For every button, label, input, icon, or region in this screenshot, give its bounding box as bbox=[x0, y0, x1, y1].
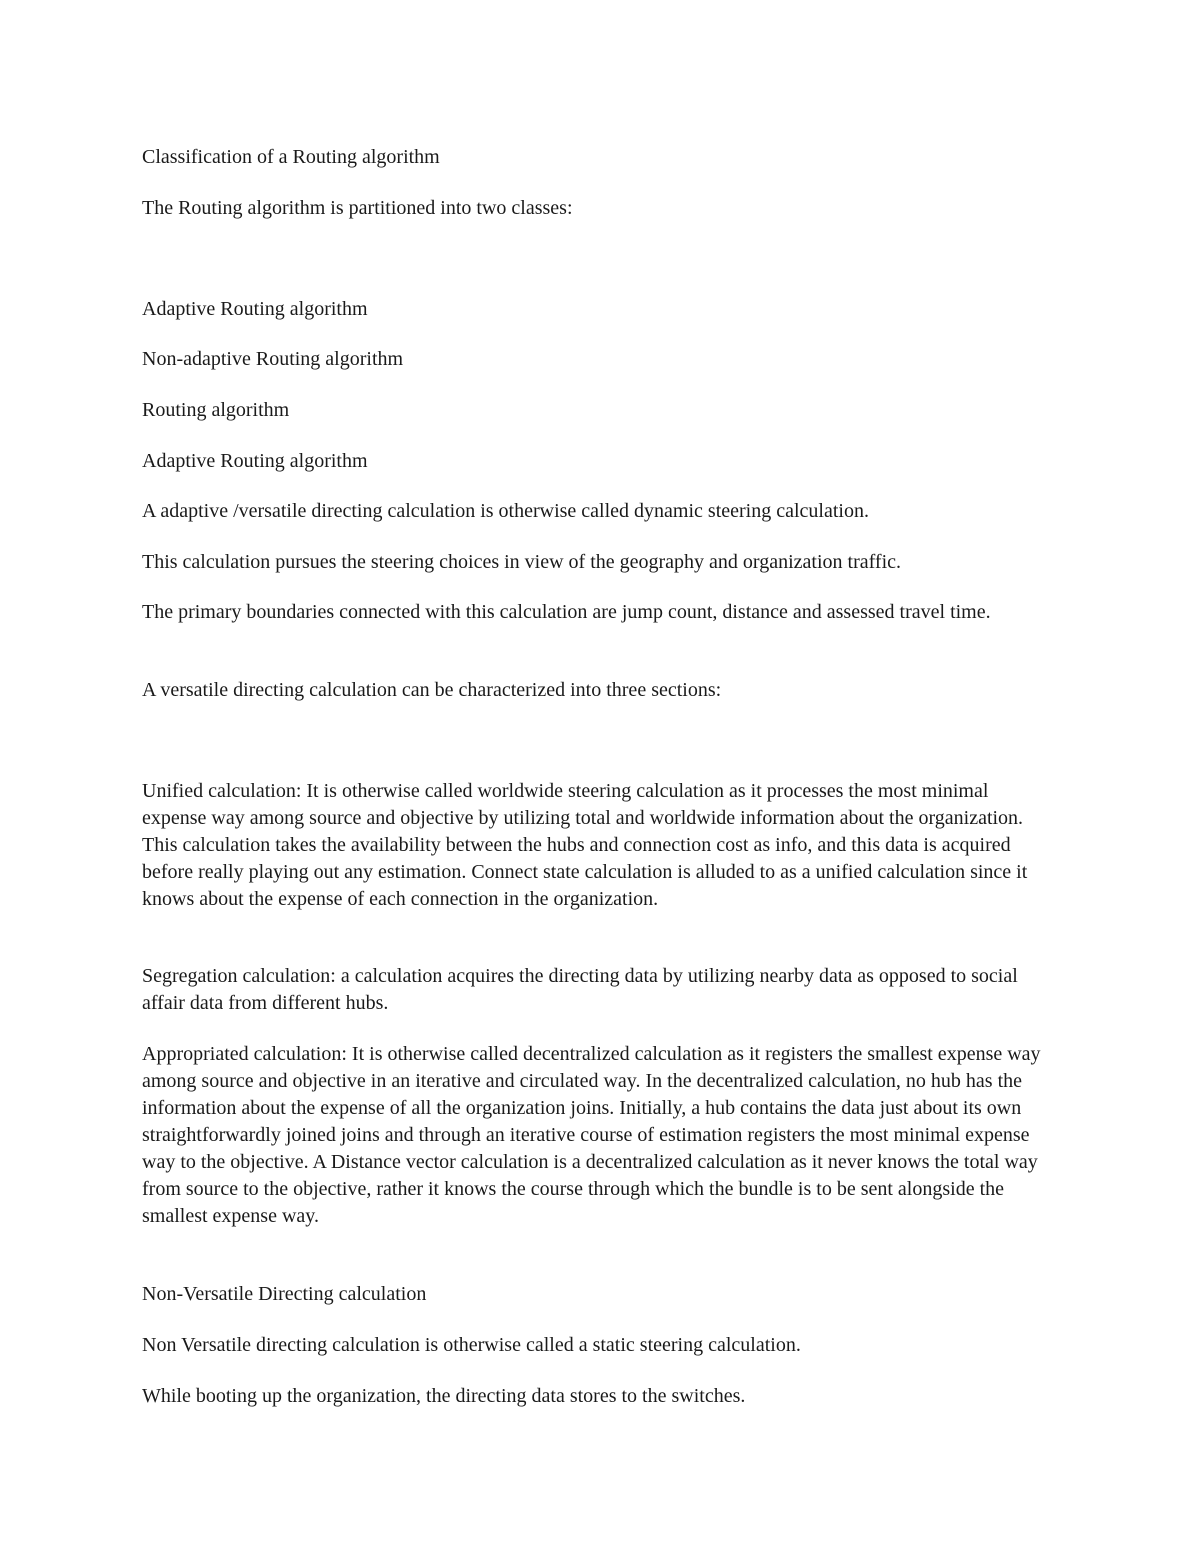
non-versatile-paragraph-1: Non Versatile directing calculation is otherwise called a static steering calculation. bbox=[142, 1334, 801, 1356]
appropriated-paragraph: Appropriated calculation: It is otherwise called decentralized calculation as it registers the smallest expense way among source and objective in an iterative and circulated way. In the decentralized calculation, no hub has the information about the expense of all the organization joins. Initially, a hub contains the data just about its own straightforwardly joined joins and through an iterative course of estimation registers the most minimal expense way to the objective. A Distance vector calculation is a decentralized calculation as it never knows the total way from source to the objective, rather it knows the course through which the bundle is to be sent alongside the smallest expense way. bbox=[142, 1043, 1041, 1227]
class-non-adaptive: Non-adaptive Routing algorithm bbox=[142, 348, 404, 370]
non-versatile-paragraph-2: While booting up the organization, the directing data stores to the switches. bbox=[142, 1385, 746, 1407]
class-adaptive: Adaptive Routing algorithm bbox=[142, 298, 368, 320]
adaptive-paragraph-1: A adaptive /versatile directing calculation is otherwise called dynamic steering calculation. bbox=[142, 500, 869, 522]
routing-label: Routing algorithm bbox=[142, 399, 290, 421]
intro-text: The Routing algorithm is partitioned into two classes: bbox=[142, 197, 573, 219]
adaptive-paragraph-2: This calculation pursues the steering choices in view of the geography and organization traffic. bbox=[142, 551, 902, 573]
non-versatile-heading: Non-Versatile Directing calculation bbox=[142, 1283, 427, 1305]
document-heading: Classification of a Routing algorithm bbox=[142, 146, 440, 168]
segregation-paragraph: Segregation calculation: a calculation acquires the directing data by utilizing nearby data as opposed to social affair data from different hubs. bbox=[142, 965, 1018, 1014]
adaptive-paragraph-3: The primary boundaries connected with this calculation are jump count, distance and assessed travel time. bbox=[142, 601, 991, 623]
adaptive-heading: Adaptive Routing algorithm bbox=[142, 450, 368, 472]
adaptive-paragraph-4: A versatile directing calculation can be characterized into three sections: bbox=[142, 679, 722, 701]
unified-paragraph: Unified calculation: It is otherwise called worldwide steering calculation as it processes the most minimal expense way among source and objective by utilizing total and worldwide information about the organization. This calculation takes the availability between the hubs and connection cost as info, and this data is acquired before really playing out any estimation. Connect state calculation is alluded to as a unified calculation since it knows about the expense of each connection in the organization. bbox=[142, 780, 1028, 910]
